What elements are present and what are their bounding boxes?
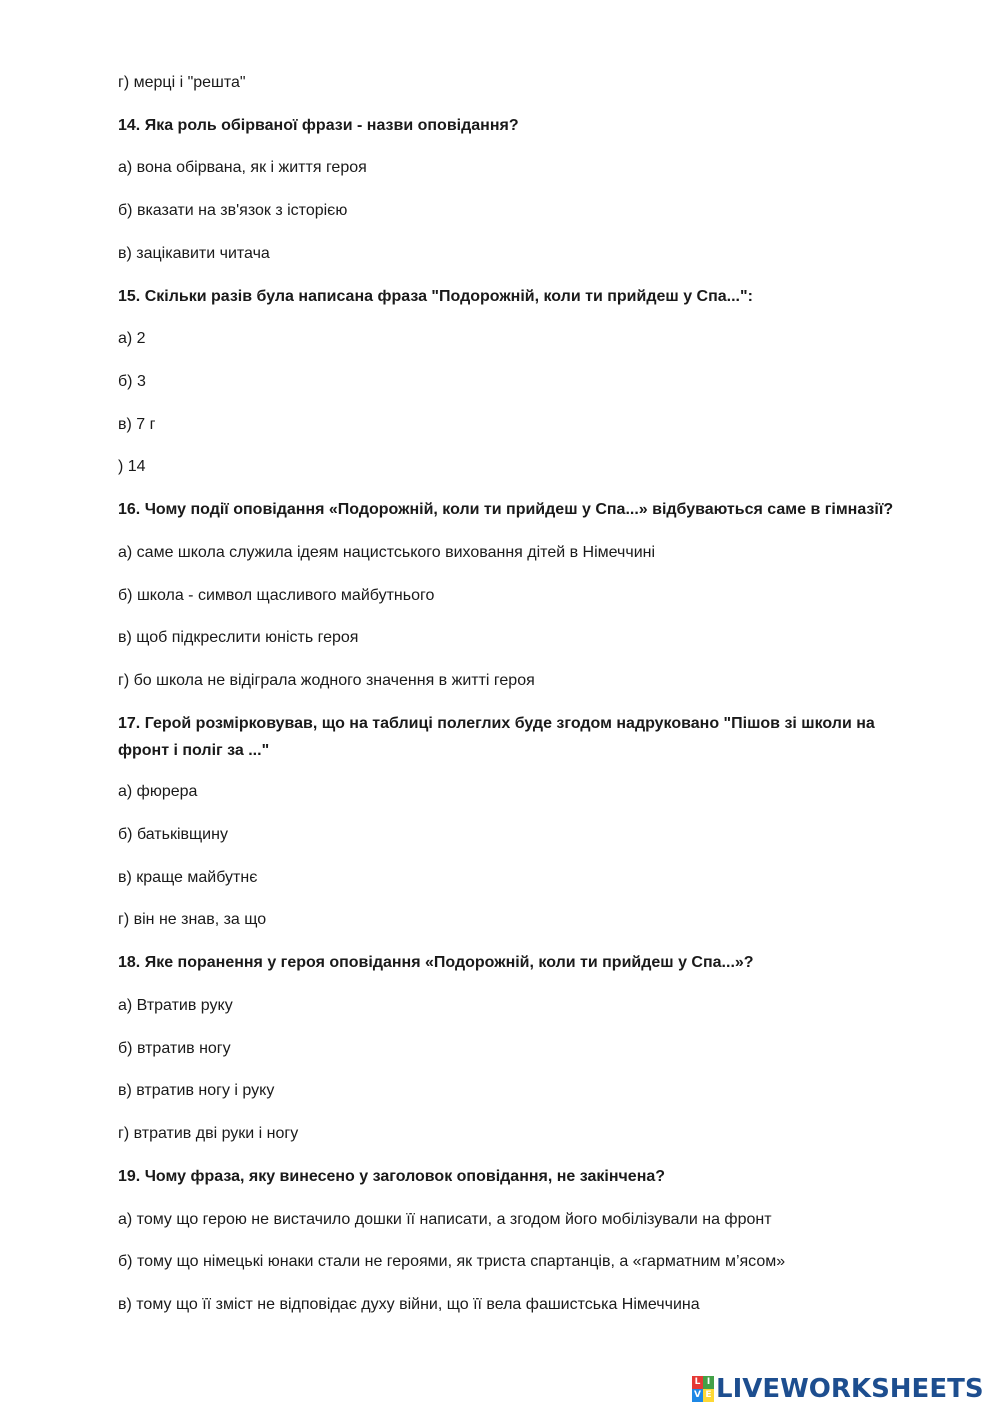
question-15: 15. Скільки разів була написана фраза "Подорожній, коли ти прийдеш у Спа...":: [118, 288, 753, 305]
question-16: 16. Чому події оповідання «Подорожній, коли ти прийдеш у Спа...» відбуваються саме в гімназії?: [118, 501, 894, 518]
liveworksheets-logo-text: LIVEWORKSHEETS: [716, 1374, 984, 1404]
answer-16-b: б) школа - символ щасливого майбутнього: [118, 587, 435, 604]
answer-17-b: б) батьківщину: [118, 826, 228, 843]
logo-letter-e: E: [703, 1389, 714, 1402]
answer-14-b: б) вказати на зв'язок з історією: [118, 202, 348, 219]
liveworksheets-logo[interactable]: [692, 1374, 984, 1404]
answer-17-a: а) фюрера: [118, 783, 198, 800]
answer-18-a: а) Втратив руку: [118, 997, 233, 1014]
answer-19-b: б) тому що німецькі юнаки стали не героями, як триста спартанців, а «гарматним м’ясом»: [118, 1253, 786, 1270]
logo-letter-i: I: [703, 1376, 714, 1389]
answer-17-g: г) він не знав, за що: [118, 911, 267, 928]
logo-letter-l: L: [692, 1376, 703, 1389]
answer-14-a: а) вона обірвана, як і життя героя: [118, 159, 367, 176]
answer-14-v: в) зацікавити читача: [118, 245, 270, 262]
liveworksheets-logo-icon: [692, 1376, 714, 1402]
answer-15-v: в) 7 г: [118, 416, 156, 433]
answer-16-g: г) бо школа не відігрaла жодного значення в житті героя: [118, 672, 535, 689]
logo-letter-v: V: [692, 1389, 703, 1402]
question-18: 18. Яке поранення у героя оповідання «Подорожній, коли ти прийдеш у Спа...»?: [118, 954, 754, 971]
answer-15-b: б) 3: [118, 373, 146, 390]
answer-18-g: г) втратив дві руки і ногу: [118, 1125, 299, 1142]
answer-19-a: а) тому що герою не вистачило дошки її написати, а згодом його мобілізували на фронт: [118, 1211, 772, 1228]
answer-16-v: в) щоб підкреслити юність героя: [118, 629, 359, 646]
answer-18-v: в) втратив ногу і руку: [118, 1082, 275, 1099]
question-19: 19. Чому фраза, яку винесено у заголовок оповідання, не закінчена?: [118, 1168, 666, 1185]
answer-d-mertsi: г) мерці і "решта": [118, 74, 246, 91]
answer-17-v: в) краще майбутнє: [118, 869, 258, 886]
answer-16-a: а) саме школа служила ідеям нацистського виховання дітей в Німеччині: [118, 544, 656, 561]
answer-15-a: а) 2: [118, 330, 146, 347]
answer-18-b: б) втратив ногу: [118, 1040, 231, 1057]
question-17: 17. Герой розмірковував, що на таблиці полеглих буде згодом надруковано "Пішов зі школи на фронт і поліг за ...": [118, 715, 875, 759]
answer-19-v: в) тому що її зміст не відповідає духу війни, що її вела фашистська Німеччина: [118, 1296, 700, 1313]
question-14: 14. Яка роль обірваної фрази - назви оповідання?: [118, 117, 519, 134]
answer-15-g: ) 14: [118, 458, 146, 475]
